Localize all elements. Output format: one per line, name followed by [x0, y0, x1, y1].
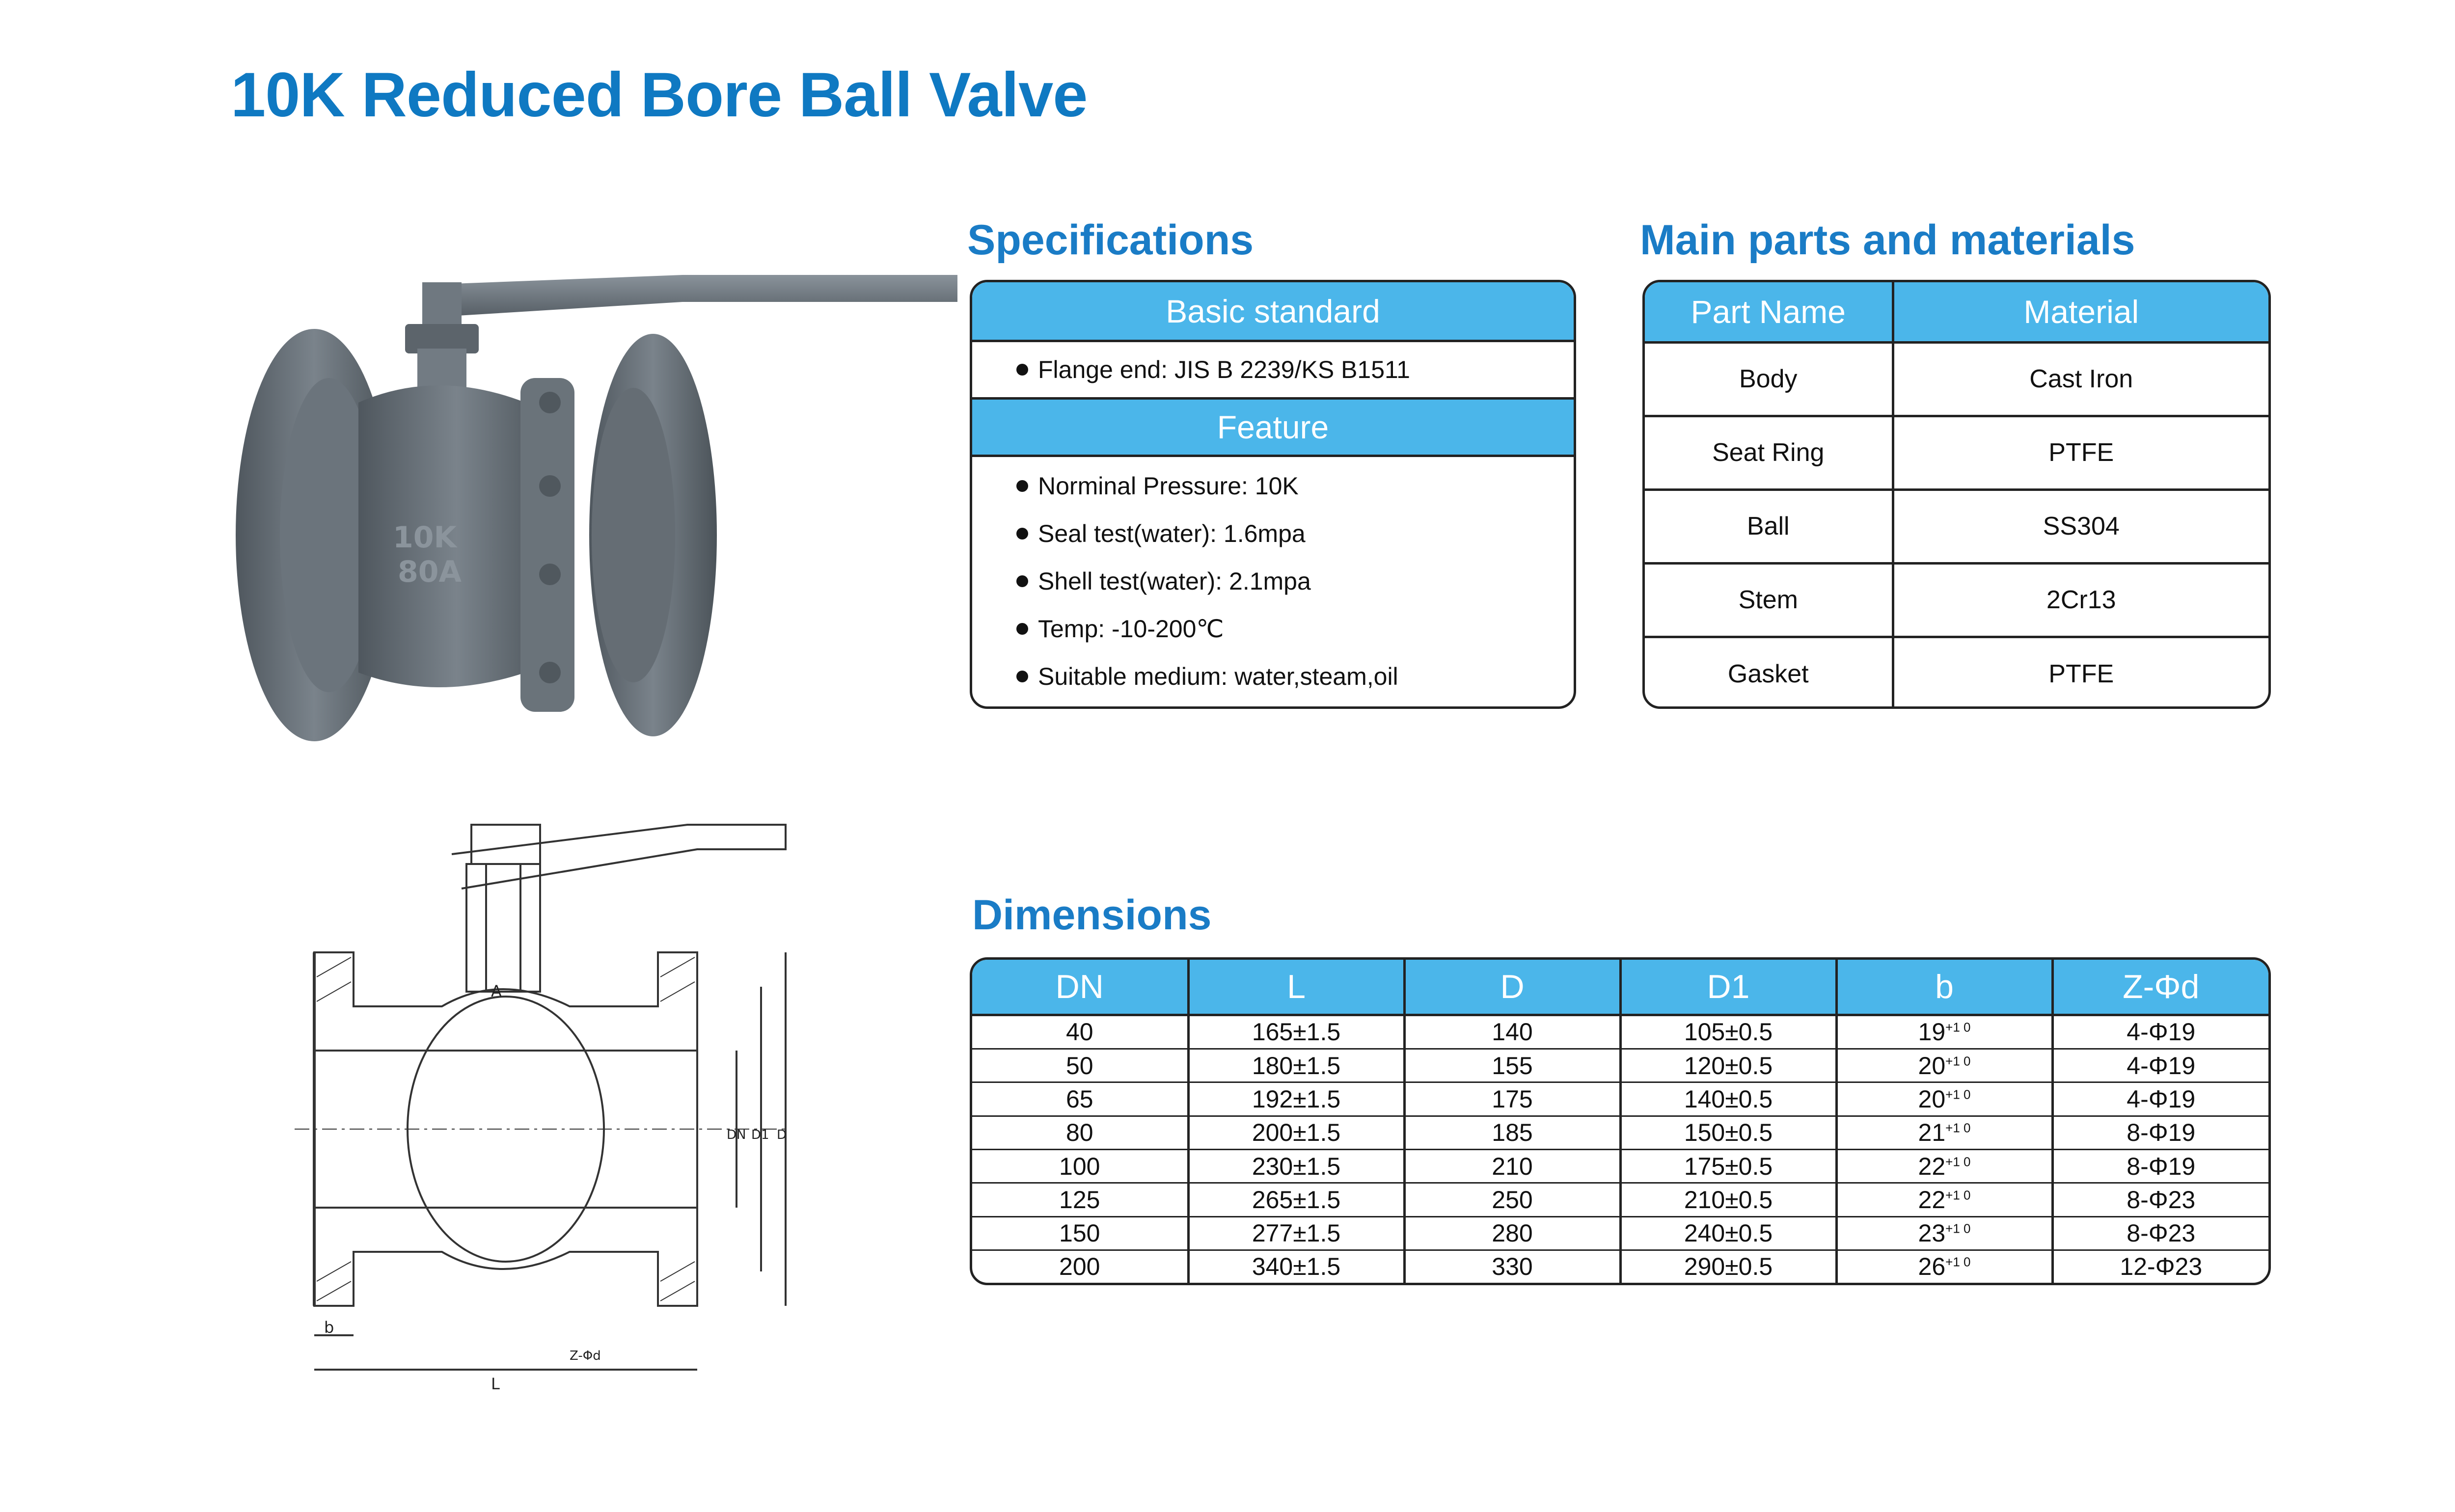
feature-list [972, 457, 1574, 700]
spec-item: Flange end: JIS B 2239/KS B1511 [972, 342, 1574, 397]
dim-label-dn: DN [727, 1128, 746, 1142]
feature-item: Suitable medium: water,steam,oil [972, 652, 1574, 700]
col-header-dn: DN [972, 960, 1188, 1015]
materials-table [1642, 280, 2271, 709]
dim-label-d1: D1 [751, 1128, 769, 1142]
col-header-d: D [1404, 960, 1620, 1015]
table-row: 50 180±1.5 155 120±0.5 $20^{+1 0}$ 4-Φ19 [972, 1049, 2268, 1082]
dim-label-d: D [777, 1128, 787, 1142]
feature-header: Feature [972, 397, 1574, 457]
col-header-zd: Z-Φd [2052, 960, 2268, 1015]
table-row: 100 230±1.5 210 175±0.5 $22^{+1 0}$ 8-Φ19 [972, 1149, 2268, 1183]
table-row: Seat Ring PTFE [1645, 416, 2268, 489]
photo-marking-1: 10K [393, 520, 457, 555]
table-row: 150 277±1.5 280 240±0.5 $23^{+1 0}$ 8-Φ23 [972, 1216, 2268, 1250]
dim-label-a: A [491, 982, 502, 1000]
basic-standard-header: Basic standard [972, 282, 1574, 342]
col-header-material: Material [1893, 282, 2268, 342]
valve-cross-section-drawing [295, 815, 835, 1394]
table-row: 40 165±1.5 140 105±0.5 $19^{+1 0}$ 4-Φ19 [972, 1015, 2268, 1049]
dimensions-heading: Dimensions [972, 891, 1212, 939]
photo-marking-2: 80A [398, 555, 462, 589]
dim-label-l: L [491, 1375, 500, 1393]
table-row: Gasket PTFE [1645, 637, 2268, 709]
dim-label-b: b [324, 1318, 334, 1337]
table-row: 65 192±1.5 175 140±0.5 $20^{+1 0}$ 4-Φ19 [972, 1082, 2268, 1116]
col-header-b: b [1836, 960, 2052, 1015]
dim-label-zd: Z-Φd [570, 1349, 601, 1363]
feature-item: Temp: -10-200℃ [972, 605, 1574, 652]
valve-photo [211, 255, 967, 776]
col-header-l: L [1188, 960, 1404, 1015]
feature-item: Seal test(water): 1.6mpa [972, 510, 1574, 557]
table-row: 80 200±1.5 185 150±0.5 $21^{+1 0}$ 8-Φ19 [972, 1116, 2268, 1149]
table-row: Ball SS304 [1645, 489, 2268, 563]
dimensions-table [970, 957, 2271, 1285]
col-header-part-name: Part Name [1645, 282, 1893, 342]
materials-heading: Main parts and materials [1640, 216, 2135, 264]
table-row: 125 265±1.5 250 210±0.5 $22^{+1 0}$ 8-Φ23 [972, 1183, 2268, 1216]
feature-item: Norminal Pressure: 10K [972, 462, 1574, 510]
page-title: 10K Reduced Bore Ball Valve [231, 60, 1088, 130]
specifications-box [970, 280, 1576, 709]
table-row: Stem 2Cr13 [1645, 563, 2268, 637]
col-header-d1: D1 [1620, 960, 1836, 1015]
specifications-heading: Specifications [967, 216, 1254, 264]
table-row: 200 340±1.5 330 290±0.5 $26^{+1 0}$ 12-Φ23 [972, 1250, 2268, 1283]
table-row: Body Cast Iron [1645, 342, 2268, 416]
feature-item: Shell test(water): 2.1mpa [972, 557, 1574, 605]
